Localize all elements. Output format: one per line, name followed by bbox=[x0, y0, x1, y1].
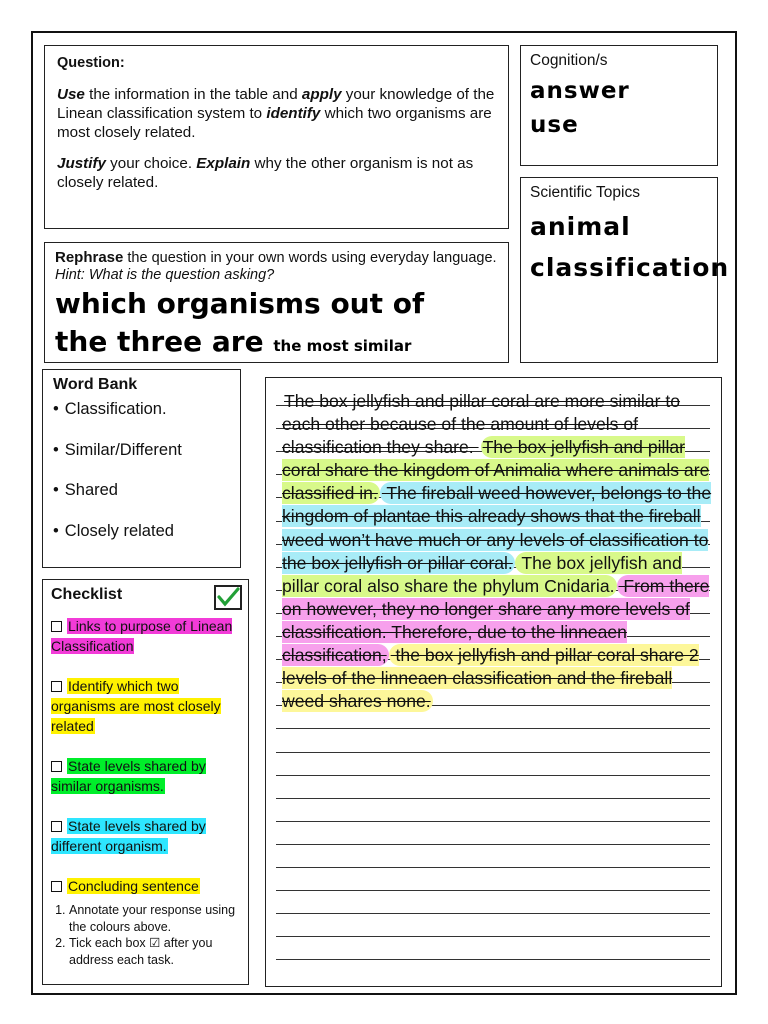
ruled-line bbox=[276, 752, 710, 753]
checklist-item-5[interactable] bbox=[51, 876, 240, 896]
question-text: why the other organism is not as closely related. bbox=[57, 155, 474, 191]
cognition-handwriting-2: use bbox=[530, 112, 579, 138]
word-bank-item: • Classification. bbox=[53, 400, 230, 441]
checklist-item-text: State levels shared by different organism. bbox=[51, 818, 206, 854]
rephrase-handwriting-line-2[interactable] bbox=[55, 324, 498, 364]
rephrase-instruction bbox=[55, 249, 498, 284]
topics-handwriting-2: classification bbox=[530, 253, 730, 282]
checklist-item-1[interactable] bbox=[51, 616, 240, 656]
emphasis-word: apply bbox=[301, 86, 342, 103]
rephrase-handwriting-line-2-small: the most similar bbox=[273, 337, 412, 355]
question-paragraph-1 bbox=[57, 85, 496, 142]
rephrase-instruction-text: the question in your own words using everyday language. bbox=[123, 250, 497, 266]
word-bank-item: • Shared bbox=[53, 481, 230, 522]
ruled-line bbox=[276, 844, 710, 845]
question-text: your choice. bbox=[105, 155, 197, 172]
ruled-line bbox=[276, 775, 710, 776]
checklist-item-text: Concluding sentence bbox=[68, 878, 199, 894]
emphasis-word: Use bbox=[57, 86, 85, 103]
answer-segment-green: The box jellyfish and pillar coral share the kingdom of Animalia where animals are classified in. bbox=[282, 437, 710, 504]
checklist-item-text: State levels shared by similar organisms. bbox=[51, 758, 206, 794]
rephrase-handwriting-line-1[interactable]: which organisms out of bbox=[55, 287, 425, 320]
checklist-item-text: Identify which two organisms are most closely related bbox=[51, 678, 221, 734]
answer-segment-pink: From there on however, they no longer share any more levels of classification. Therefore, due to the linneaen classification, bbox=[282, 575, 710, 666]
scientific-topics-title: Scientific Topics bbox=[530, 184, 640, 201]
rephrase-hint: Hint: What is the question asking? bbox=[55, 267, 275, 283]
answer-segment-green: The box jellyfish and pillar coral also share the phylum Cnidaria. bbox=[282, 552, 682, 596]
checklist-item-4[interactable] bbox=[51, 816, 240, 856]
answer-text[interactable] bbox=[282, 390, 712, 713]
emphasis-word: Explain bbox=[196, 155, 251, 172]
answer-segment-cyan: The fireball weed however, belongs to the kingdom of plantae this already shows that the fireball weed won’t have much or any levels of classification to the box jellyfish or pillar coral. bbox=[282, 483, 712, 573]
scientific-topics-box bbox=[520, 177, 730, 363]
ruled-line bbox=[276, 959, 710, 960]
checklist-item-3[interactable] bbox=[51, 756, 240, 796]
ruled-line bbox=[276, 913, 710, 914]
ruled-line bbox=[276, 728, 710, 729]
question-box bbox=[44, 45, 509, 229]
question-text: which two organisms are most closely related. bbox=[57, 105, 492, 141]
cognition-box bbox=[520, 45, 718, 166]
answer-segment-yellow: the box jellyfish and pillar coral share 2 levels of the linneaen classification and the fireball weed shares none. bbox=[282, 645, 699, 712]
word-bank-title: Word Bank bbox=[53, 376, 138, 393]
word-bank-item: • Similar/Different bbox=[53, 441, 230, 482]
cognition-handwriting-1: answer bbox=[530, 78, 630, 104]
checkbox[interactable] bbox=[51, 881, 62, 892]
checklist-note: 1. Annotate your response using the colours above. bbox=[69, 902, 240, 935]
checklist-notes bbox=[51, 902, 240, 968]
ruled-line bbox=[276, 798, 710, 799]
word-bank-box bbox=[42, 369, 241, 568]
rephrase-label: Rephrase bbox=[55, 249, 124, 266]
checklist-item-2[interactable] bbox=[51, 676, 240, 736]
checklist-box bbox=[42, 579, 249, 985]
question-text: your knowledge of the Linean classification system to bbox=[57, 86, 495, 122]
question-paragraph-2 bbox=[57, 154, 496, 192]
question-title: Question: bbox=[57, 55, 125, 71]
cognition-title: Cognition/s bbox=[530, 52, 608, 69]
emphasis-word: Justify bbox=[57, 155, 106, 172]
checkbox[interactable] bbox=[51, 821, 62, 832]
word-bank-item: • Closely related bbox=[53, 522, 230, 563]
ruled-line bbox=[276, 936, 710, 937]
topics-handwriting-1: animal bbox=[530, 212, 631, 241]
rephrase-box bbox=[44, 242, 509, 363]
checkbox[interactable] bbox=[51, 621, 62, 632]
emphasis-word: identify bbox=[266, 105, 321, 122]
green-checkmark-icon bbox=[214, 585, 242, 610]
checklist-item-text: Links to purpose of Linean Classification bbox=[51, 618, 233, 654]
checklist-title: Checklist bbox=[51, 586, 123, 603]
answer-box[interactable] bbox=[265, 377, 722, 987]
checklist-note: 2. Tick each box ☑ after you address each task. bbox=[69, 935, 240, 968]
ruled-line bbox=[276, 890, 710, 891]
ruled-line bbox=[276, 867, 710, 868]
checkbox[interactable] bbox=[51, 681, 62, 692]
checkbox[interactable] bbox=[51, 761, 62, 772]
ruled-line bbox=[276, 821, 710, 822]
question-text: the information in the table and bbox=[84, 86, 302, 103]
answer-segment-none: The box jellyfish and pillar coral are more similar to each other because of the amount of levels of classification they share. bbox=[282, 391, 681, 458]
rephrase-handwriting-line-2-text: the three are bbox=[55, 325, 264, 358]
